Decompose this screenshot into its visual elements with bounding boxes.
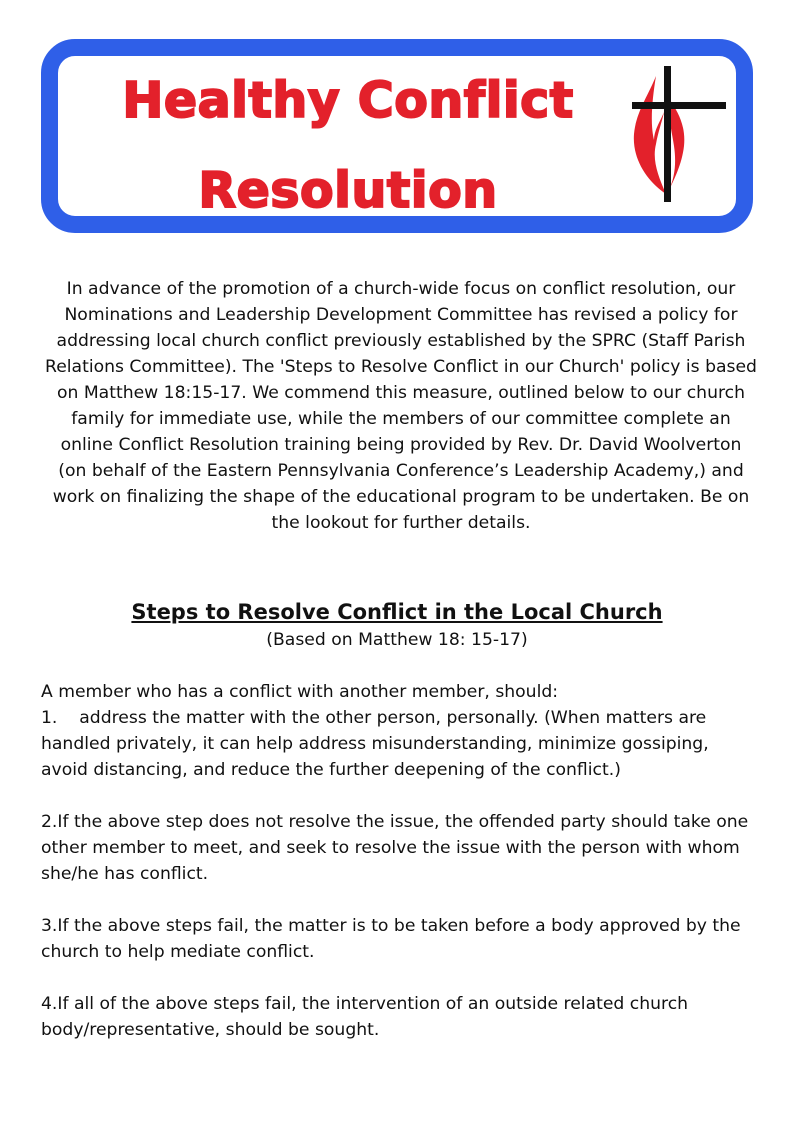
section-subheading: (Based on Matthew 18: 15-17) <box>266 630 528 650</box>
title-line-2: Resolution <box>198 162 498 219</box>
steps-lead: A member who has a conflict with another member, should: <box>41 682 559 702</box>
intro-paragraph: In advance of the promotion of a church-wide focus on conflict resolution, our Nominations and Leadership Development Committee has revised a policy for addressing local church conflict previously established by the SPRC (Staff Parish Relations Committee). The 'Steps to Resolve Conflict in our Church' policy is based on Matthew 18:15-17. We commend this measure, outlined below to our church family for immediate use, while the members of our committee complete an online Conflict Resolution training being provided by Rev. Dr. David Woolverton (on behalf of the Eastern Pennsylvania Conference’s Leadership Academy,) and work on finalizing the shape of the educational program to be undertaken. Be on the lookout for further details. <box>45 279 757 533</box>
spacer <box>41 887 759 913</box>
step-1: 1. address the matter with the other person, personally. (When matters are handled privately, it can help address misunderstanding, minimize gossiping, avoid distancing, and reduce the further deepening of the conflict.) <box>41 708 715 780</box>
spacer <box>41 965 759 991</box>
cross-vertical <box>664 66 671 202</box>
step-2: 2.If the above step does not resolve the issue, the offended party should take one other member to meet, and seek to resolve the issue with the person with whom she/he has conflict. <box>41 812 749 884</box>
cross-and-flame-icon <box>618 64 730 204</box>
page-title <box>68 56 628 236</box>
title-banner <box>41 39 753 233</box>
cross-horizontal <box>632 102 726 109</box>
step-4: 4.If all of the above steps fail, the intervention of an outside related church body/representative, should be sought. <box>41 994 689 1040</box>
section-heading: Steps to Resolve Conflict in the Local Church <box>131 600 663 624</box>
step-3: 3.If the above steps fail, the matter is to be taken before a body approved by the church to help mediate conflict. <box>41 916 741 962</box>
flame-left-shape <box>634 76 666 194</box>
title-line-1: Healthy Conflict <box>122 72 574 129</box>
steps-list <box>41 679 759 1043</box>
spacer <box>41 783 759 809</box>
